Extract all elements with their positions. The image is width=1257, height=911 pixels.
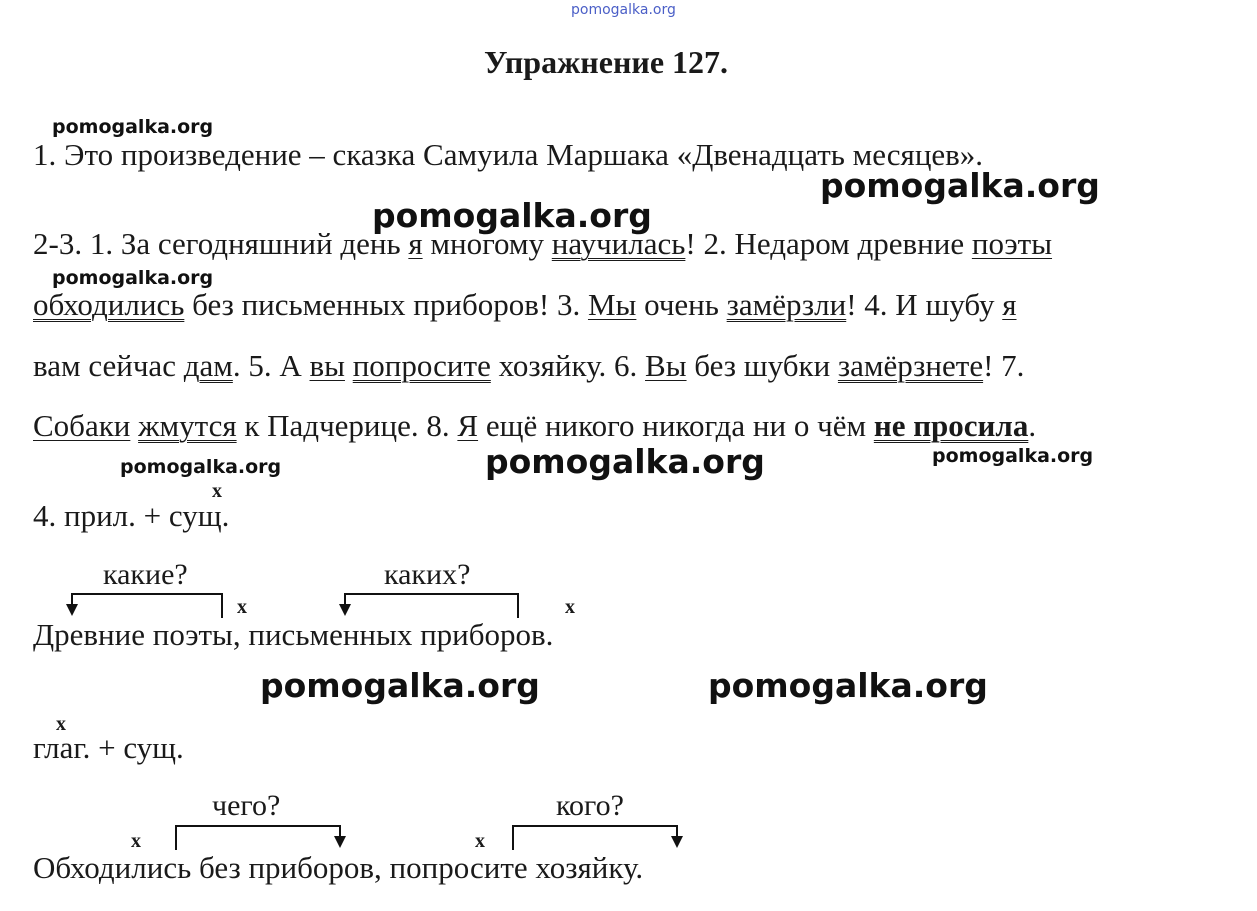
text: . — [1028, 408, 1037, 443]
predicate: научилась — [551, 226, 686, 261]
main-word-mark: х — [475, 830, 485, 852]
predicate: не просила — [873, 408, 1029, 443]
predicate: обходились — [33, 287, 185, 322]
arrow-bracket — [345, 594, 518, 618]
subject: я — [408, 226, 423, 261]
site-link-top[interactable]: pomogalka.org — [571, 2, 676, 18]
text: к Падчерице. 8. — [236, 408, 458, 443]
arrow-bracket — [176, 826, 340, 850]
text: 2-3. 1. За сегодняшний день — [33, 226, 409, 261]
arrow-head — [339, 604, 351, 616]
subject: поэты — [971, 226, 1053, 261]
subject: Я — [457, 408, 479, 443]
text: ! 7. — [983, 348, 1025, 383]
watermark: pomogalka.org — [932, 445, 1094, 467]
page-title: Упражнение 127. — [484, 44, 729, 80]
question-label: чего? — [212, 789, 281, 822]
text: . 5. А — [232, 348, 310, 383]
arrow-head — [671, 836, 683, 848]
text: ! 4. И шубу — [846, 287, 1003, 322]
question-label: каких? — [384, 558, 471, 591]
subject: Вы — [645, 348, 687, 383]
watermark: pomogalka.org — [708, 666, 988, 705]
question-label: какие? — [103, 558, 188, 591]
watermark: pomogalka.org — [120, 456, 282, 478]
main-word-mark: х — [212, 480, 222, 502]
arrow-bracket — [72, 594, 222, 618]
part-4-line-2: глаг. + сущ. — [33, 730, 184, 765]
subject: Мы — [587, 287, 637, 322]
answer-part-1: 1. Это произведение – сказка Самуила Маршака «Двенадцать месяцев». — [33, 137, 984, 172]
main-word-mark: х — [565, 596, 575, 618]
phrase-2: Обходились без приборов, попросите хозяйку. — [33, 850, 644, 885]
predicate: замёрзли — [726, 287, 847, 322]
text: без шубки — [686, 348, 838, 383]
watermark: pomogalka.org — [52, 267, 214, 289]
phrase-1: Древние поэты, письменных приборов. — [33, 617, 554, 652]
text: без письменных приборов! 3. — [184, 287, 588, 322]
subject: Собаки — [33, 408, 131, 443]
predicate: попросите — [352, 348, 491, 383]
text: ещё никого никогда ни о чём — [478, 408, 874, 443]
main-word-mark: х — [56, 713, 66, 735]
arrow-head — [334, 836, 346, 848]
text: очень — [636, 287, 727, 322]
arrow-head — [66, 604, 78, 616]
main-word-mark: х — [237, 596, 247, 618]
predicate: дам — [183, 348, 233, 383]
arrow-bracket — [513, 826, 677, 850]
question-label: кого? — [556, 789, 624, 822]
predicate: замёрзнете — [837, 348, 984, 383]
part-4-line-1: 4. прил. + сущ. — [33, 498, 230, 533]
subject: я — [1002, 287, 1017, 322]
text: хозяйку. 6. — [490, 348, 646, 383]
text: многому — [422, 226, 552, 261]
watermark: pomogalka.org — [820, 166, 1100, 205]
subject: вы — [309, 348, 345, 383]
predicate: жмутся — [138, 408, 237, 443]
watermark: pomogalka.org — [372, 196, 652, 235]
main-word-mark: х — [131, 830, 141, 852]
watermark: pomogalka.org — [52, 116, 214, 138]
text: вам сейчас — [33, 348, 184, 383]
text: ! 2. Недаром древние — [685, 226, 972, 261]
watermark: pomogalka.org — [485, 442, 765, 481]
watermark: pomogalka.org — [260, 666, 540, 705]
